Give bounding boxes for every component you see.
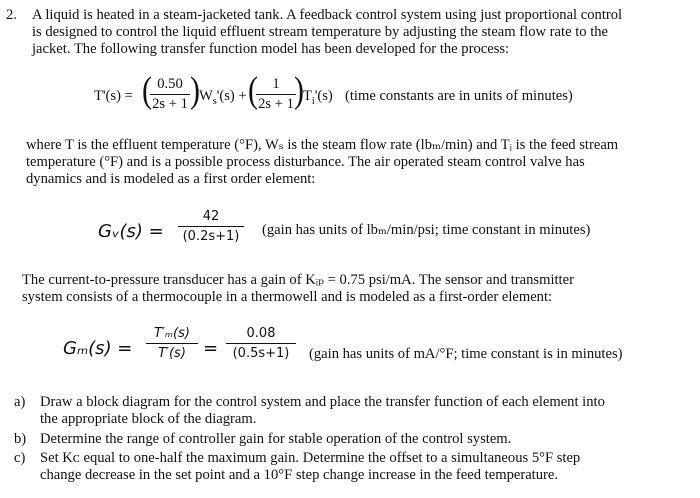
process-frac-2-num: 1 <box>272 76 280 92</box>
where-line-2: temperature (°F) and is a possible process disturbance. The air operated steam control valve has <box>26 154 585 170</box>
sensor-eq-equals: = <box>203 338 219 359</box>
process-frac-1 <box>150 76 190 113</box>
sensor-eq-lhs: Gₘ(s) = <box>63 338 133 359</box>
valve-frac-den: (0.2s+1) <box>182 229 240 244</box>
sensor-eq-note: (gain has units of mA/°F; time constant is in minutes) <box>309 346 623 362</box>
sensor-frac-2-den: (0.5s+1) <box>232 346 290 361</box>
valve-frac-num: 42 <box>202 209 220 224</box>
paren-open-2: ( <box>248 69 258 111</box>
part-c-line-2: change decrease in the set point and a 10°F step change increase in the feed temperature. <box>40 467 559 483</box>
where-line-3: dynamics and is modeled as a first order element: <box>26 171 316 187</box>
part-a-label: a) <box>14 394 26 410</box>
transducer-line-1: The current-to-pressure transducer has a gain of Kᵢₚ = 0.75 psi/mA. The sensor and transmitter <box>22 272 574 288</box>
process-frac-2 <box>256 76 296 113</box>
part-b-label: b) <box>14 431 27 447</box>
transducer-line-2: system consists of a thermocouple in a thermowell and is modeled as a first-order element: <box>22 289 553 305</box>
sensor-frac-1 <box>146 325 198 362</box>
part-a-line-2: the appropriate block of the diagram. <box>40 411 257 427</box>
intro-line-3: jacket. The following transfer function model has been developed for the process: <box>32 41 510 57</box>
problem-number: 2. <box>6 7 17 23</box>
process-eq-ws: $W_s'(s)$ + <box>199 88 247 107</box>
process-eq-note: (time constants are in units of minutes) <box>345 88 573 104</box>
sensor-frac-2-num: 0.08 <box>246 326 276 341</box>
paren-close: ) <box>190 69 200 111</box>
intro-line-2: is designed to control the liquid effluent stream temperature by adjusting the steam flow rate to the <box>32 24 609 40</box>
sensor-frac-1-den: T′(s) <box>158 346 186 361</box>
part-c-label: c) <box>14 450 26 466</box>
part-a-line-1: Draw a block diagram for the control system and place the transfer function of each element into <box>40 394 605 410</box>
valve-eq-lhs: Gᵥ(s) = <box>98 221 164 242</box>
process-eq-lhs: T'(s) = <box>94 88 133 104</box>
paren-open: ( <box>142 69 152 111</box>
intro-line-1: A liquid is heated in a steam-jacketed tank. A feedback control system using just proportional control <box>32 7 623 23</box>
part-c-line-1: Set Kᴄ equal to one-half the maximum gain. Determine the offset to a simultaneous 5°F step <box>40 450 581 466</box>
process-eq-ti: $T_i'(s)$ <box>303 88 333 107</box>
valve-eq-note: (gain has units of lbₘ/min/psi; time constant in minutes) <box>262 222 591 238</box>
process-frac-2-den: 2s + 1 <box>258 96 294 112</box>
sensor-frac-1-num: T′ₘ(s) <box>154 326 190 341</box>
process-frac-1-num: 0.50 <box>157 76 183 92</box>
process-frac-1-den: 2s + 1 <box>152 96 188 112</box>
part-b-line-1: Determine the range of controller gain for stable operation of the control system. <box>40 431 512 447</box>
sensor-frac-2 <box>226 325 296 362</box>
valve-frac <box>178 208 244 245</box>
paren-close-2: ) <box>294 69 304 111</box>
where-line-1: where T is the effluent temperature (°F), Wₛ is the steam flow rate (lbₘ/min) and Tᵢ is the feed stream <box>26 137 619 153</box>
